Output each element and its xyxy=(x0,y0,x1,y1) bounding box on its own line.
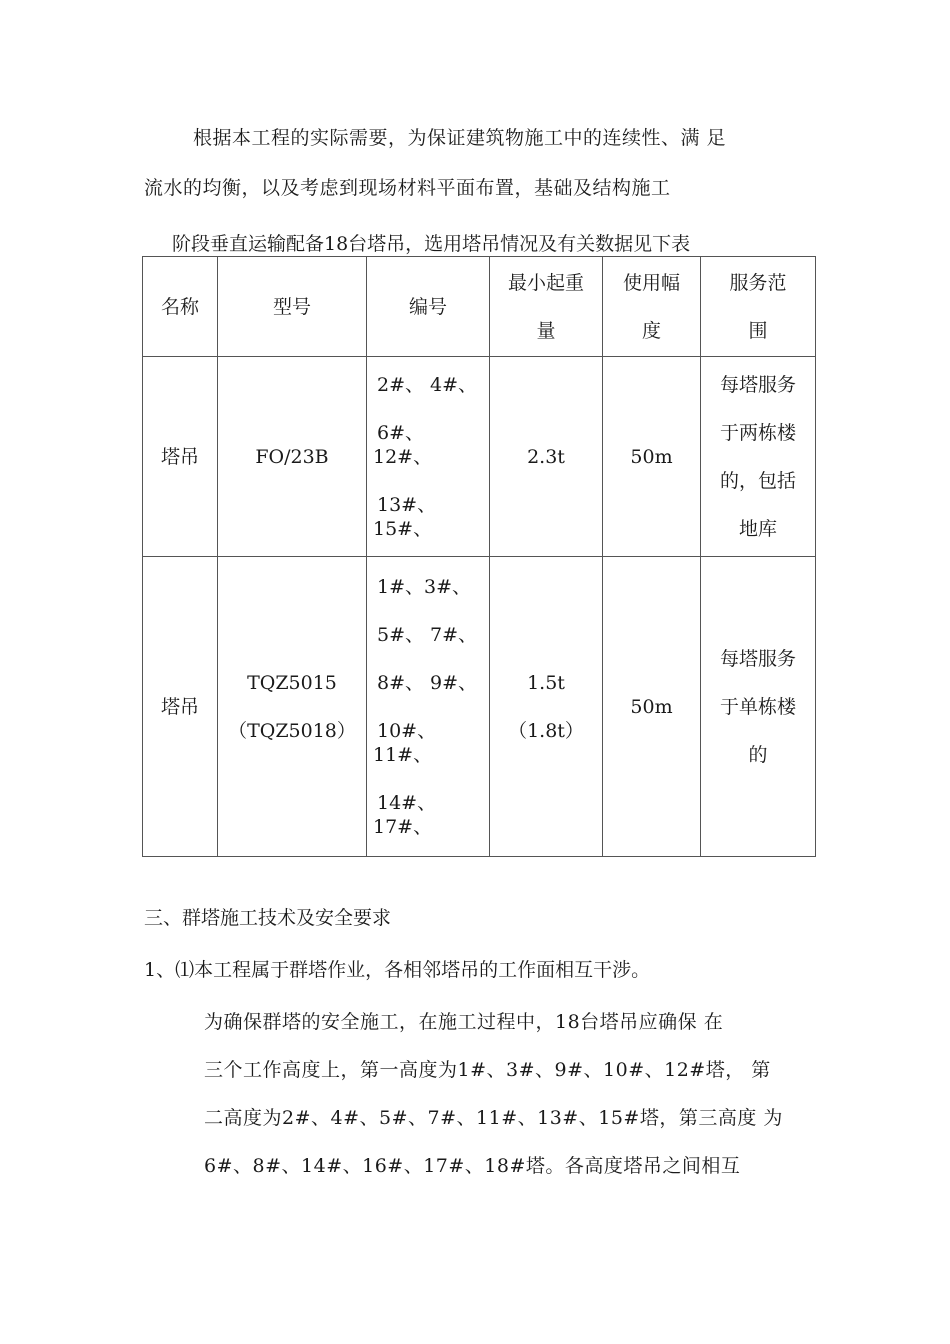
row2-service-line: 于单栋楼 xyxy=(719,695,796,718)
row2-number: 5#、 7#、 xyxy=(377,623,478,646)
row1-number: 12#、 xyxy=(373,445,433,468)
intro-line-3: 阶段垂直运输配备18台塔吊，选用塔吊情况及有关数据见下表 xyxy=(172,233,691,255)
row1-number: 15#、 xyxy=(373,517,433,540)
intro-line-1: 根据本工程的实际需要，为保证建筑物施工中的连续性、满 足 xyxy=(193,127,727,149)
header-load-line2: 量 xyxy=(536,319,556,342)
row2-load xyxy=(490,557,603,857)
section-heading: 三、群塔施工技术及安全要求 xyxy=(144,907,392,929)
table-row xyxy=(143,557,816,857)
header-model: 型号 xyxy=(218,257,367,357)
row1-service-line: 于两栋楼 xyxy=(719,421,796,444)
row1-number: 13#、 xyxy=(377,493,437,516)
row1-service-line: 的，包括 xyxy=(719,469,796,492)
header-range xyxy=(603,257,701,357)
row1-service xyxy=(701,357,816,557)
header-service-line1: 服务范 xyxy=(729,271,787,294)
row2-number: 14#、 xyxy=(377,791,437,814)
row1-number: 6#、 xyxy=(377,421,425,444)
row2-load-line2: （1.8t） xyxy=(508,719,584,742)
row1-numbers xyxy=(367,357,490,557)
tower-crane-table xyxy=(142,256,816,857)
row2-number: 10#、 xyxy=(377,719,437,742)
row2-number: 17#、 xyxy=(373,815,433,838)
row2-service-line: 每塔服务 xyxy=(719,647,796,670)
row2-numbers xyxy=(367,557,490,857)
header-range-line1: 使用幅 xyxy=(622,271,680,294)
row2-number: 1#、3#、 xyxy=(377,575,472,598)
row2-name: 塔吊 xyxy=(143,557,218,857)
row1-name: 塔吊 xyxy=(143,357,218,557)
header-name: 名称 xyxy=(143,257,218,357)
row1-range: 50m xyxy=(603,357,701,557)
row1-model: FO/23B xyxy=(218,357,367,557)
row2-model-line1: TQZ5015 xyxy=(247,671,337,694)
row2-service-line: 的 xyxy=(748,743,768,766)
row2-model xyxy=(218,557,367,857)
row1-number: 2#、 4#、 xyxy=(377,373,478,396)
row2-number: 8#、 9#、 xyxy=(377,671,478,694)
row2-model-line2: （TQZ5018） xyxy=(228,719,356,742)
header-range-line2: 度 xyxy=(641,319,661,342)
intro-line-2: 流水的均衡，以及考虑到现场材料平面布置，基础及结构施工 xyxy=(144,177,671,199)
section-paragraph-line-1: 为确保群塔的安全施工，在施工过程中，18台塔吊应确保 在 xyxy=(204,1011,724,1033)
header-service-line2: 围 xyxy=(748,319,768,342)
row2-service xyxy=(701,557,816,857)
row1-service-line: 地库 xyxy=(738,517,777,540)
section-paragraph-line-3: 二高度为2#、4#、5#、7#、11#、13#、15#塔，第三高度 为 xyxy=(204,1107,783,1129)
header-load xyxy=(490,257,603,357)
header-service xyxy=(701,257,816,357)
section-item-1: 1、⑴本工程属于群塔作业，各相邻塔吊的工作面相互干涉。 xyxy=(144,959,651,981)
row2-number: 11#、 xyxy=(373,743,433,766)
table-header-row xyxy=(143,257,816,357)
header-load-line1: 最小起重 xyxy=(507,271,584,294)
section-paragraph-line-2: 三个工作高度上，第一高度为1#、3#、9#、10#、12#塔， 第 xyxy=(204,1059,771,1081)
row1-service-line: 每塔服务 xyxy=(719,373,796,396)
header-number: 编号 xyxy=(367,257,490,357)
row2-load-line1: 1.5t xyxy=(527,671,565,694)
row2-range: 50m xyxy=(603,557,701,857)
table-row xyxy=(143,357,816,557)
section-paragraph-line-4: 6#、8#、14#、16#、17#、18#塔。各高度塔吊之间相互 xyxy=(204,1155,741,1177)
row1-load: 2.3t xyxy=(490,357,603,557)
